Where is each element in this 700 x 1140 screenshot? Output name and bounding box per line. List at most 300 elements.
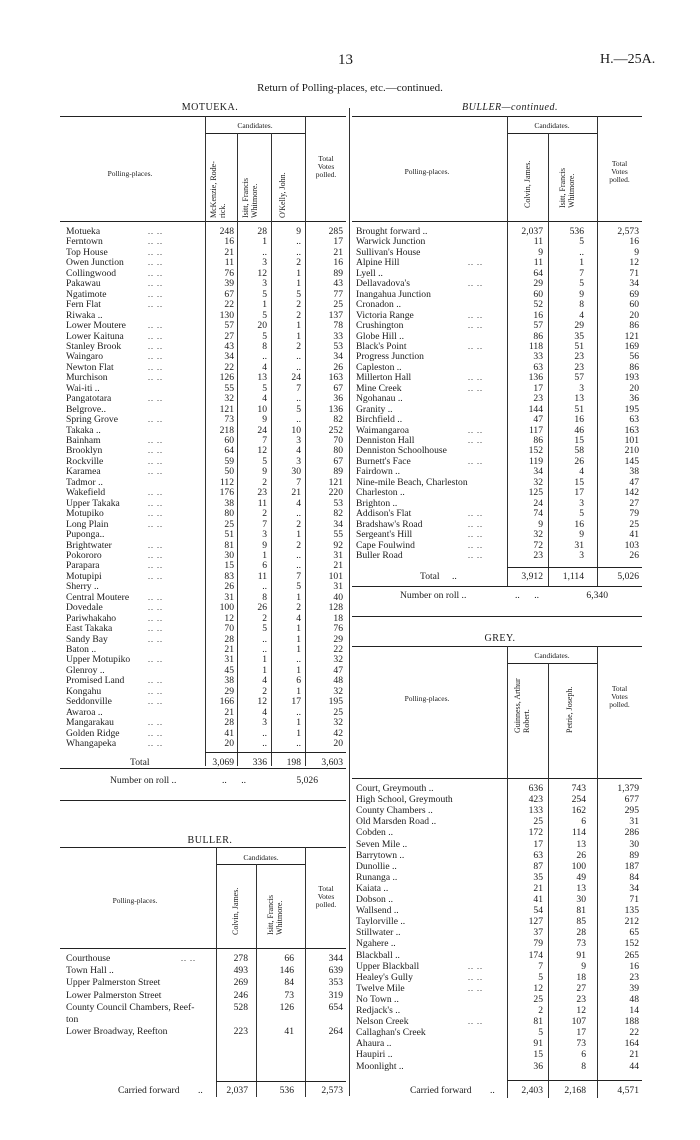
table-cell-value: 246 <box>233 989 248 1001</box>
table-row <box>356 268 642 279</box>
table-cell-value: 9 <box>579 529 584 541</box>
table-row <box>356 783 642 794</box>
table-row <box>356 257 642 268</box>
table-cell-value: 54 <box>533 905 543 917</box>
table-cell-value: 1 <box>296 320 301 332</box>
table-cell-value: 21 <box>224 246 234 258</box>
polling-place-name: Blackball .. <box>356 949 400 961</box>
table-cell-value: 50 <box>224 466 234 478</box>
polling-place-name: Lower Moutere <box>66 320 126 332</box>
table-cell-value: 319 <box>328 989 343 1001</box>
polling-place-name: Alpine Hill <box>356 257 400 269</box>
buller-left-cand-rule <box>216 864 306 865</box>
polling-place-name: County Council Chambers, Reef- <box>66 1001 195 1013</box>
buller-right-roll-value: 6,340 <box>586 590 608 601</box>
leader-dots: .. .. <box>148 655 163 665</box>
table-cell-value: 210 <box>624 445 639 457</box>
polling-place-name: Karamea <box>66 466 101 478</box>
table-row <box>66 331 346 342</box>
leader-dots: .. .. <box>148 436 163 445</box>
table-cell-value: .. <box>262 246 267 258</box>
table-row <box>66 728 346 739</box>
table-cell-value: 84 <box>284 977 294 989</box>
table-cell-value: 125 <box>528 487 543 499</box>
table-cell-value: 176 <box>219 487 234 499</box>
table-cell-value: 24 <box>291 372 301 384</box>
table-row <box>356 508 642 519</box>
table-row <box>66 519 346 530</box>
polling-place-name: Brighton .. <box>356 497 398 509</box>
polling-place-name: Pangatotara <box>66 393 112 405</box>
table-cell-value: 2 <box>262 685 267 697</box>
buller-right-cand-rule <box>507 133 597 134</box>
table-cell-value: .. <box>296 706 301 718</box>
table-cell-value: 5 <box>579 508 584 520</box>
table-cell-value: .. <box>296 361 301 373</box>
table-cell-value: 21 <box>291 487 301 499</box>
table-cell-value: 74 <box>533 508 543 520</box>
table-cell-value: 423 <box>528 794 543 806</box>
table-row <box>356 351 642 362</box>
table-cell-value: 6 <box>296 675 301 687</box>
table-row <box>356 950 642 961</box>
table-cell-value: 23 <box>574 361 584 373</box>
table-cell-value: 528 <box>233 1001 248 1013</box>
table-cell-value: 2 <box>296 299 301 311</box>
table-row <box>66 571 346 582</box>
leader-dots: .. .. <box>148 676 163 686</box>
polling-place-name: Sherry .. <box>66 581 99 593</box>
table-cell-value: 7 <box>296 476 301 488</box>
grey-cand-rule <box>507 663 597 664</box>
polling-place-name: Denniston Schoolhouse <box>356 445 447 457</box>
buller-left-carried-1: 2,037 <box>226 1085 248 1096</box>
table-cell-value: .. <box>296 738 301 750</box>
table-cell-value: 1 <box>296 529 301 541</box>
table-row <box>356 905 642 916</box>
table-cell-value: 7 <box>296 382 301 394</box>
table-cell-value: 60 <box>629 299 639 311</box>
table-cell-value: 32 <box>533 529 543 541</box>
table-cell-value: 264 <box>328 1026 343 1038</box>
table-cell-value: 17 <box>291 696 301 708</box>
table-cell-value: 9 <box>262 466 267 478</box>
grey-header-bottom-rule <box>352 778 642 779</box>
table-cell-value: 26 <box>224 581 234 593</box>
table-row <box>356 456 642 467</box>
polling-place-name: Town Hall .. <box>66 965 114 977</box>
table-cell-value: 81 <box>224 539 234 551</box>
table-row <box>66 414 346 425</box>
leader-dots: .. .. <box>468 373 483 383</box>
table-row <box>66 602 346 613</box>
grey-total-header: Total Votes polled. <box>609 684 630 709</box>
table-cell-value: 1 <box>262 549 267 561</box>
buller-right-polling-label: Polling-places. <box>404 167 450 176</box>
table-cell-value: 137 <box>328 309 343 321</box>
table-cell-value: 42 <box>333 727 343 739</box>
table-row <box>356 983 642 994</box>
polling-place-name: Burnett's Face <box>356 455 411 467</box>
leader-dots: .. .. <box>148 613 163 623</box>
polling-place-name: High School, Greymouth <box>356 794 453 806</box>
polling-place-name: Cape Foulwind <box>356 539 415 551</box>
table-cell-value: 636 <box>528 783 543 794</box>
polling-place-name: Collingwood <box>66 267 117 279</box>
polling-place-name: Parapara <box>66 560 100 572</box>
table-cell-value: 101 <box>624 435 639 446</box>
table-cell-value: 152 <box>624 938 639 950</box>
table-row <box>66 477 346 488</box>
table-cell-value: 24 <box>533 497 543 509</box>
leader-dots: .. .. <box>148 446 163 456</box>
table-cell-value: 86 <box>629 361 639 373</box>
buller-left-carried-2: 536 <box>279 1085 294 1096</box>
leader-dots: .. .. <box>148 373 163 383</box>
polling-place-name: Dovedale <box>66 602 103 614</box>
polling-place-name: Brooklyn <box>66 445 103 457</box>
table-row <box>356 839 642 850</box>
leader-dots: .. .. <box>148 258 163 268</box>
table-cell-value: 12 <box>533 982 543 994</box>
table-cell-value: 38 <box>224 497 234 509</box>
table-cell-value: 1 <box>296 664 301 676</box>
table-cell-value: 13 <box>574 393 584 405</box>
leader-dots: .. .. <box>148 279 163 289</box>
table-row <box>66 341 346 352</box>
table-row <box>356 883 642 894</box>
leader-dots: .. .. <box>148 571 163 581</box>
table-cell-value: 15 <box>224 560 234 572</box>
table-row <box>66 278 346 289</box>
table-cell-value: 18 <box>576 971 586 983</box>
table-cell-value: 119 <box>528 455 543 467</box>
buller-left-heading: BULLER. <box>187 835 233 846</box>
table-cell-value: 57 <box>533 320 543 332</box>
polling-place-name: Puponga.. <box>66 529 105 541</box>
polling-place-name: Whangapeka <box>66 738 117 750</box>
table-cell-value: 26 <box>333 361 343 373</box>
table-cell-value: 12 <box>576 1005 586 1016</box>
polling-place-name: Warwick Junction <box>356 236 426 248</box>
polling-place-name: Progress Junction <box>356 351 424 363</box>
leader-dots: .. .. <box>468 456 483 466</box>
table-cell-value: 1 <box>296 591 301 603</box>
table-cell-value: 41 <box>533 894 543 905</box>
table-cell-value: 32 <box>333 685 343 697</box>
table-cell-value: 2 <box>296 309 301 321</box>
table-cell-value: 12 <box>257 267 267 279</box>
motueka-heading: MOTUEKA. <box>181 102 239 113</box>
table-row <box>356 927 642 938</box>
table-cell-value: 4 <box>296 497 301 509</box>
polling-place-name: Lower Palmerston Street <box>66 989 162 1001</box>
leader-dots: .. .. <box>148 561 163 571</box>
polling-place-name: Buller Road <box>356 549 403 561</box>
table-row <box>356 1016 642 1027</box>
motueka-polling-label: Polling-places. <box>107 169 153 178</box>
table-cell-value: 286 <box>624 827 639 839</box>
table-cell-value: 51 <box>574 403 584 415</box>
table-cell-value: 16 <box>629 236 639 248</box>
table-cell-value: 30 <box>629 838 639 850</box>
table-cell-value: 84 <box>629 871 639 883</box>
table-cell-value: 67 <box>333 455 343 467</box>
table-cell-value: 17 <box>576 1027 586 1039</box>
polling-place-name: Spring Grove <box>66 414 118 426</box>
table-cell-value: 33 <box>333 330 343 342</box>
table-row <box>356 331 642 342</box>
table-cell-value: 136 <box>528 372 543 384</box>
table-cell-value: 14 <box>629 1005 639 1016</box>
table-cell-value: 71 <box>629 894 639 905</box>
grey-cand2-header: Petrie, Joseph. <box>565 686 574 733</box>
table-cell-value: 29 <box>333 633 343 645</box>
motueka-cand1-header: McKenzie, Rode- rick. <box>209 161 227 218</box>
table-cell-value: 174 <box>528 949 543 961</box>
grey-carried-3: 4,571 <box>617 1085 639 1096</box>
table-row <box>66 654 346 665</box>
leader-dots: .. .. <box>148 519 163 529</box>
polling-place-name: Takaka .. <box>66 424 101 436</box>
table-cell-value: .. <box>296 560 301 572</box>
table-row <box>66 1002 346 1013</box>
table-row <box>356 550 642 561</box>
table-cell-value: .. <box>296 246 301 258</box>
table-cell-value: 121 <box>624 330 639 342</box>
polling-place-name: Riwaka .. <box>66 309 103 321</box>
table-cell-value: 48 <box>333 675 343 687</box>
table-cell-value: 163 <box>328 372 343 384</box>
table-cell-value: 26 <box>629 549 639 561</box>
table-cell-value: 43 <box>224 340 234 352</box>
table-row <box>66 686 346 697</box>
table-row <box>66 613 346 624</box>
leader-dots: .. .. <box>148 300 163 310</box>
table-cell-value: 22 <box>224 299 234 311</box>
table-row <box>356 529 642 540</box>
table-cell-value: 126 <box>279 1001 294 1013</box>
document-title: Return of Polling-places, etc.—continued. <box>257 82 443 94</box>
table-cell-value: 80 <box>224 508 234 520</box>
buller-left-header-bottom-rule <box>60 948 346 949</box>
table-row <box>356 289 642 300</box>
polling-place-name: Capleston .. <box>356 361 402 373</box>
table-cell-value: 145 <box>624 455 639 467</box>
motueka-top-rule <box>60 116 346 117</box>
table-cell-value: 29 <box>224 685 234 697</box>
buller-right-roll-dots: .. .. <box>515 590 539 601</box>
motueka-total-rule <box>205 752 346 753</box>
polling-place-name: Waimangaroa <box>356 424 410 436</box>
table-cell-value: 5 <box>296 288 301 300</box>
table-cell-value: 3 <box>262 529 267 541</box>
table-cell-value: 9 <box>262 539 267 551</box>
table-cell-value: 163 <box>624 424 639 436</box>
polling-place-name: Tadmor .. <box>66 476 103 488</box>
polling-place-name: Old Marsden Road .. <box>356 816 437 828</box>
table-cell-value: 1 <box>296 278 301 290</box>
table-cell-value: 6 <box>581 816 586 828</box>
table-row <box>66 466 346 477</box>
leader-dots: .. .. <box>148 509 163 519</box>
table-cell-value: 12 <box>257 696 267 708</box>
table-row <box>66 508 346 519</box>
leader-dots: .. .. <box>148 415 163 425</box>
table-row <box>356 861 642 872</box>
polling-place-name: Courthouse <box>66 953 111 964</box>
table-cell-value: 212 <box>624 916 639 928</box>
table-cell-value: 16 <box>533 309 543 321</box>
table-cell-value: 89 <box>333 466 343 478</box>
table-row <box>66 1014 346 1025</box>
motueka-roll-value: 5,026 <box>296 775 318 786</box>
table-cell-value: 269 <box>233 977 248 989</box>
table-cell-value: 57 <box>574 372 584 384</box>
table-cell-value: 69 <box>629 288 639 300</box>
table-cell-value: 136 <box>328 403 343 415</box>
table-cell-value: 3 <box>262 278 267 290</box>
polling-place-name: Addison's Flat <box>356 508 412 520</box>
polling-place-name: No Town .. <box>356 993 399 1005</box>
table-cell-value: 23 <box>257 487 267 499</box>
table-cell-value: 20 <box>257 320 267 332</box>
table-cell-value: 285 <box>328 226 343 237</box>
table-cell-value: 22 <box>629 1027 639 1039</box>
table-cell-value: 16 <box>333 257 343 269</box>
leader-dots: .. .. <box>468 972 483 982</box>
table-row <box>356 872 642 883</box>
table-cell-value: 60 <box>224 435 234 446</box>
table-cell-value: 4 <box>296 612 301 624</box>
table-cell-value: 169 <box>624 340 639 352</box>
polling-place-name: Dunollie .. <box>356 860 397 872</box>
table-cell-value: 9 <box>634 246 639 258</box>
table-cell-value: .. <box>296 351 301 363</box>
table-cell-value: 82 <box>333 414 343 426</box>
table-row <box>66 965 346 976</box>
polling-place-name: Wakefield <box>66 487 106 499</box>
leader-dots: .. .. <box>148 739 163 749</box>
table-row <box>66 372 346 383</box>
table-cell-value: 29 <box>533 278 543 290</box>
table-row <box>66 738 346 749</box>
table-cell-value: 30 <box>291 466 301 478</box>
table-row <box>66 236 346 247</box>
table-cell-value: 103 <box>624 539 639 551</box>
table-cell-value: 218 <box>219 424 234 436</box>
page-number: 13 <box>338 52 353 68</box>
table-cell-value: 1 <box>296 330 301 342</box>
table-cell-value: 107 <box>571 1016 586 1028</box>
table-cell-value: 2 <box>296 602 301 614</box>
leader-dots: .. .. <box>148 237 163 247</box>
table-cell-value: 3 <box>579 382 584 394</box>
polling-place-name: Charleston .. <box>356 487 405 499</box>
table-cell-value: 15 <box>574 435 584 446</box>
polling-place-name: Cobden .. <box>356 827 394 839</box>
motueka-total-2: 336 <box>252 757 267 768</box>
table-cell-value: 9 <box>538 518 543 530</box>
grey-heading: GREY. <box>484 633 516 644</box>
table-cell-value: 21 <box>629 1049 639 1061</box>
polling-place-name: Long Plain <box>66 518 109 530</box>
table-cell-value: 21 <box>224 644 234 655</box>
table-cell-value: 1 <box>262 299 267 311</box>
table-cell-value: 2,037 <box>521 226 543 237</box>
table-cell-value: .. <box>262 351 267 363</box>
table-cell-value: 187 <box>624 860 639 872</box>
leader-dots: .. .. <box>148 540 163 550</box>
table-row <box>356 320 642 331</box>
table-cell-value: 89 <box>629 849 639 861</box>
table-cell-value: 164 <box>624 1038 639 1050</box>
table-cell-value: 27 <box>224 330 234 342</box>
buller-left-cand2-header: Isitt, Francis Whitmore. <box>266 895 284 935</box>
table-cell-value: 152 <box>528 445 543 457</box>
table-cell-value: 12 <box>224 612 234 624</box>
table-cell-value: 23 <box>629 971 639 983</box>
table-cell-value: 73 <box>576 1038 586 1050</box>
table-cell-value: 47 <box>533 414 543 426</box>
table-cell-value: 39 <box>224 278 234 290</box>
table-cell-value: 1 <box>296 717 301 729</box>
table-cell-value: 31 <box>333 549 343 561</box>
table-cell-value: 10 <box>291 424 301 436</box>
table-cell-value: 91 <box>533 1038 543 1050</box>
table-cell-value: 7 <box>296 570 301 582</box>
table-cell-value: 9 <box>262 414 267 426</box>
polling-place-name: Moonlight .. <box>356 1060 404 1072</box>
table-row <box>356 372 642 383</box>
table-cell-value: 639 <box>328 965 343 977</box>
polling-place-name: Denniston Hall <box>356 435 415 446</box>
table-cell-value: 4 <box>579 466 584 478</box>
table-cell-value: 39 <box>629 982 639 994</box>
polling-place-name: Central Moutere <box>66 591 130 603</box>
polling-place-name: Upper Palmerston Street <box>66 977 161 989</box>
table-cell-value: 100 <box>571 860 586 872</box>
buller-right-total-rule <box>507 567 642 568</box>
table-cell-value: 1 <box>296 633 301 645</box>
polling-place-name: Murchison <box>66 372 108 384</box>
table-cell-value: 128 <box>328 602 343 614</box>
table-cell-value: 25 <box>533 816 543 828</box>
table-cell-value: 51 <box>224 529 234 541</box>
table-cell-value: 85 <box>576 916 586 928</box>
table-cell-value: 48 <box>629 993 639 1005</box>
table-row <box>66 487 346 498</box>
table-cell-value: 29 <box>574 320 584 332</box>
polling-place-name: Haupiri .. <box>356 1049 393 1061</box>
table-cell-value: 70 <box>333 435 343 446</box>
polling-place-name: Fern Flat <box>66 299 101 311</box>
table-cell-value: 64 <box>533 267 543 279</box>
table-cell-value: 27 <box>629 497 639 509</box>
table-row <box>356 1049 642 1060</box>
table-cell-value: 101 <box>328 570 343 582</box>
polling-place-name: Pokororo <box>66 549 102 561</box>
table-cell-value: 11 <box>257 497 267 509</box>
polling-place-name: Nelson Creek <box>356 1016 409 1028</box>
table-cell-value: 1,379 <box>617 783 639 794</box>
table-cell-value: .. <box>262 738 267 750</box>
leader-dots: .. .. <box>468 279 483 289</box>
leader-dots: .. .. <box>148 728 163 738</box>
polling-place-name: Ngahere .. <box>356 938 396 950</box>
polling-place-name: Brought forward .. <box>356 226 428 237</box>
table-cell-value: 45 <box>224 664 234 676</box>
